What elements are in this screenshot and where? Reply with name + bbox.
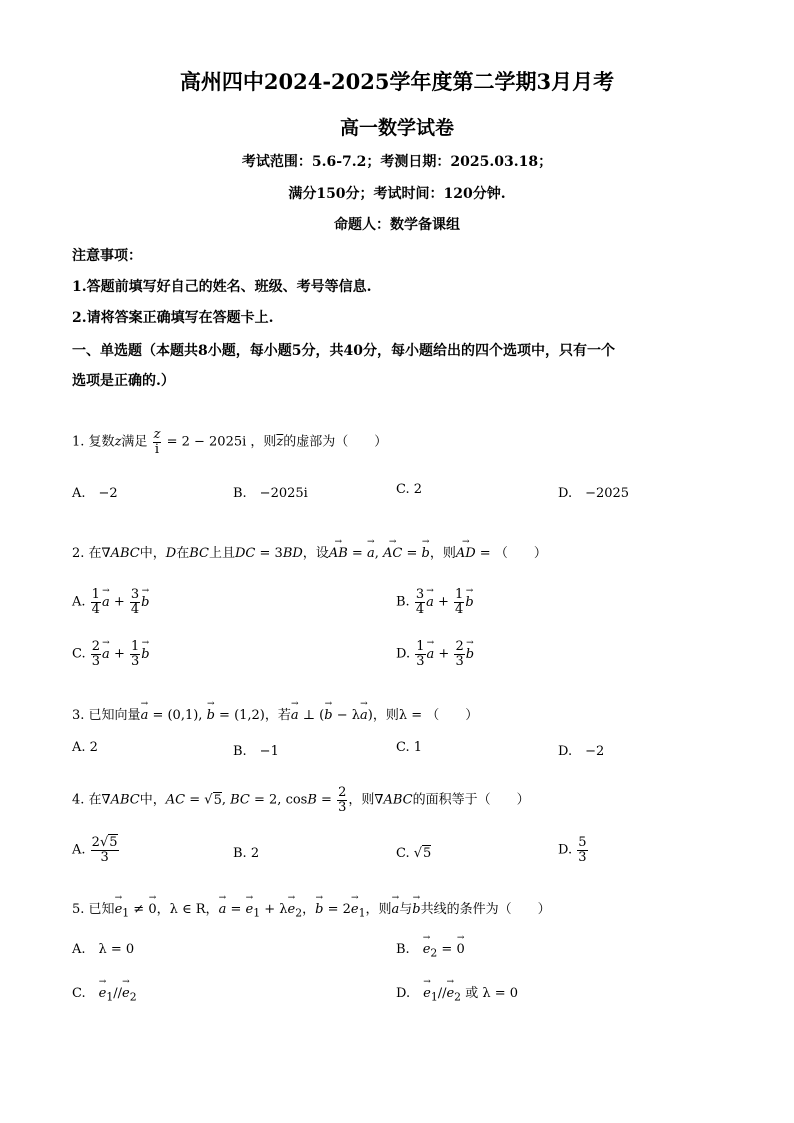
q2-option-c: C. $\frac{2}{3}$ → a + $\frac{1}{3}$ → b (72, 640, 150, 668)
q3-option-a: A. 2 (72, 740, 98, 755)
q3-option-b: B. −1 (233, 744, 279, 759)
section-heading-line2: 选项是正确的.） (72, 373, 175, 389)
question-4: 4. 在∇ABC中，AC = √5, BC = 2, cosB = $\frac{2}{3}$ ，则∇ABC的面积等于（ ） (72, 785, 530, 815)
q1-option-a: A. −2 (72, 486, 118, 501)
question-1: 1. 复数z满足 $\frac{z}{i}$ = 2 − 2025i ，则$\overline{z}$的虚部为（ ） (72, 427, 388, 457)
q5-option-d: D. → $e_1//\to e_2$ 或 λ = 0 (396, 982, 518, 1004)
q4-option-d: D. $\frac{5}{3}$ (558, 835, 587, 865)
question-3: 3. 已知向量→ a = (0,1), → b = (1,2)，若→ a ⊥ (→ b − λ→ a)，则λ = （ ） (72, 704, 478, 723)
question-5: 5. 已知→ $e_1$ ≠ → 0，λ ∈ R，→ a = → $e_1 + \lambda\to e_2$，→ $b = 2\to e_1$，则→ a与→ b共线的条件为（ ） (72, 898, 551, 920)
note-item-2: 2.请将答案正确填写在答题卡上. (72, 310, 274, 326)
q5-option-c: C. → $e_1//\to e_2$ (72, 982, 137, 1004)
exam-author: 命题人：数学备课组 (334, 217, 460, 233)
notes-heading: 注意事项： (72, 248, 142, 264)
q2-option-b: B. $\frac{3}{4}$ → a + $\frac{1}{4}$ → b (396, 588, 474, 616)
note-item-1: 1.答题前填写好自己的姓名、班级、考号等信息. (72, 279, 372, 295)
q2-option-d: D. $\frac{1}{3}$ → a + $\frac{2}{3}$ → b (396, 640, 474, 668)
q4-option-b: B. 2 (233, 846, 260, 861)
exam-score-time: 满分150分；考试时间：120分钟. (288, 186, 506, 202)
section-heading-line1: 一、单选题（本题共8小题，每小题5分，共40分，每小题给出的四个选项中，只有一个 (72, 343, 615, 359)
q2-option-a: A. $\frac{1}{4}$ → a + $\frac{3}{4}$ → b (72, 588, 150, 616)
q3-option-c: C. 1 (396, 740, 423, 755)
exam-subtitle: 高一数学试卷 (339, 117, 454, 139)
q1-option-c: C. 2 (396, 482, 423, 497)
q1-option-b: B. −2025i (233, 486, 308, 501)
exam-scope: 考试范围：5.6-7.2；考测日期：2025.03.18； (241, 154, 553, 170)
q1-option-d: D. −2025 (558, 486, 630, 501)
q5-option-a: A. λ = 0 (72, 942, 135, 957)
q4-option-a: A. $\frac{2√5}{3}$ (72, 835, 118, 865)
exam-title: 高州四中2024-2025学年度第二学期3月月考 (179, 69, 615, 94)
q5-option-b: B. → $e_2$ = → 0 (396, 938, 465, 960)
question-2: 2. 在∇ABC中，D在BC上且DC = 3BD，设→ AB = → a, → AC = → b，则→ AD = （ ） (72, 542, 547, 561)
q3-option-d: D. −2 (558, 744, 605, 759)
q4-option-c: C. √5 (396, 846, 432, 861)
